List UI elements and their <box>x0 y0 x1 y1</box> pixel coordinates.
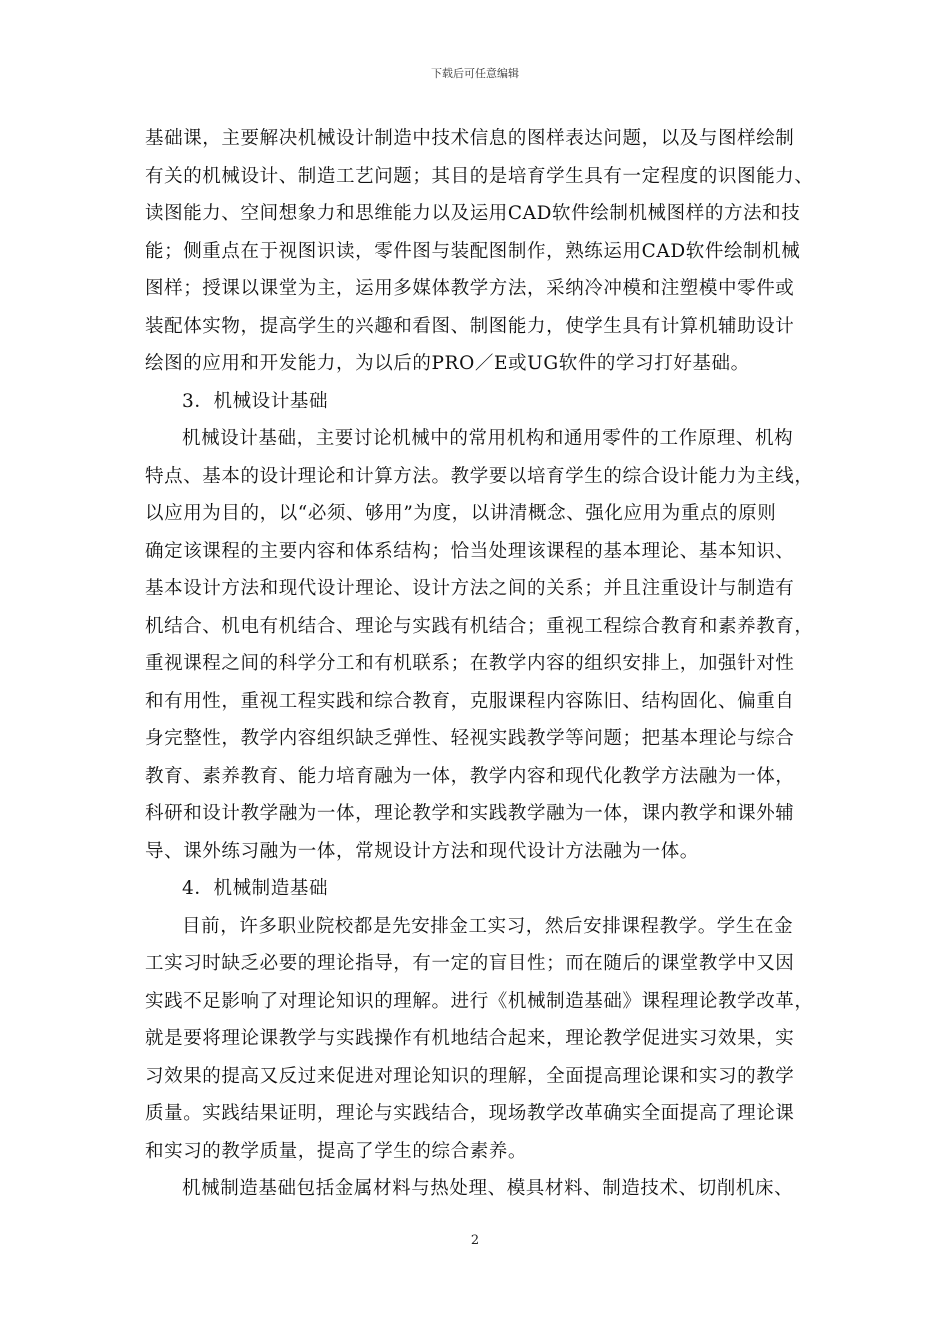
body-text <box>145 120 814 1208</box>
text-line: 目前，许多职业院校都是先安排金工实习，然后安排课程教学。学生在金 <box>182 915 794 937</box>
text-line: 重视课程之间的科学分工和有机联系；在教学内容的组织安排上，加强针对性 <box>145 653 795 674</box>
text-line: 读图能力、空间想象力和思维能力以及运用CAD软件绘制机械图样的方法和技 <box>145 203 801 224</box>
text-line: 能；侧重点在于视图识读，零件图与装配图制作，熟练运用CAD软件绘制机械 <box>145 240 801 262</box>
text-line: 装配体实物，提高学生的兴趣和看图、制图能力，使学生具有计算机辅助设计 <box>145 315 795 337</box>
text-line: 特点、基本的设计理论和计算方法。教学要以培育学生的综合设计能力为主线， <box>145 465 814 487</box>
text-line: 和实习的教学质量，提高了学生的综合素养。 <box>145 1140 528 1162</box>
text-line: 质量。实践结果证明，理论与实践结合，现场教学改革确实全面提高了理论课 <box>145 1103 795 1124</box>
text-line: 有关的机械设计、制造工艺问题；其目的是培育学生具有一定程度的识图能力、 <box>145 165 814 187</box>
text-line: 实践不足影响了对理论知识的理解。进行《机械制造基础》课程理论教学改革， <box>145 990 814 1012</box>
text-line: 身完整性，教学内容组织缺乏弹性、轻视实践教学等问题；把基本理论与综合 <box>145 728 795 749</box>
section-heading: 4．机械制造基础 <box>182 878 329 899</box>
text-line: 绘图的应用和开发能力，为以后的PRO／E或UG软件的学习打好基础。 <box>145 353 750 374</box>
page-number: 2 <box>470 1233 480 1248</box>
text-line: 导、课外练习融为一体，常规设计方法和现代设计方法融为一体。 <box>145 840 699 862</box>
section-heading: 3．机械设计基础 <box>182 390 329 412</box>
text-line: 基础课，主要解决机械设计制造中技术信息的图样表达问题，以及与图样绘制 <box>145 128 795 149</box>
text-line: 以应用为目的，以“必须、够用”为度，以讲清概念、强化应用为重点的原则 <box>145 503 777 524</box>
text-line: 科研和设计教学融为一体，理论教学和实践教学融为一体，课内教学和课外辅 <box>145 803 795 824</box>
text-line: 图样；授课以课堂为主，运用多媒体教学方法，采纳冷冲模和注塑模中零件或 <box>145 278 795 299</box>
text-line: 基本设计方法和现代设计理论、设计方法之间的关系；并且注重设计与制造有 <box>145 578 795 599</box>
text-line: 确定该课程的主要内容和体系结构；恰当处理该课程的基本理论、基本知识、 <box>145 540 795 562</box>
text-line: 教育、素养教育、能力培育融为一体，教学内容和现代化教学方法融为一体， <box>145 765 795 787</box>
text-line: 习效果的提高又反过来促进对理论知识的理解，全面提高理论课和实习的教学 <box>145 1065 795 1087</box>
text-line: 和有用性，重视工程实践和综合教育，克服课程内容陈旧、结构固化、偏重自 <box>145 690 795 712</box>
page-header: 下载后可任意编辑 <box>431 67 519 80</box>
text-line: 工实习时缺乏必要的理论指导，有一定的盲目性；而在随后的课堂教学中又因 <box>145 953 795 974</box>
text-line: 机械制造基础包括金属材料与热处理、模具材料、制造技术、切削机床、 <box>182 1178 794 1199</box>
text-line: 机结合、机电有机结合、理论与实践有机结合；重视工程综合教育和素养教育， <box>145 615 814 637</box>
text-line: 就是要将理论课教学与实践操作有机地结合起来，理论教学促进实习效果，实 <box>145 1028 795 1049</box>
text-line: 机械设计基础，主要讨论机械中的常用机构和通用零件的工作原理、机构 <box>182 428 794 449</box>
